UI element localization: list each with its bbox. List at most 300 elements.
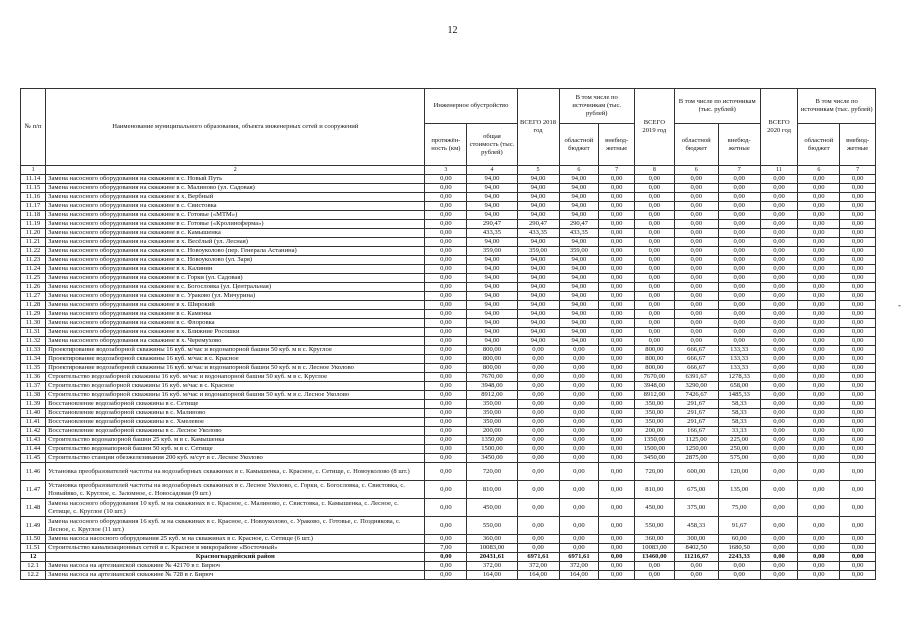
region-row [21, 553, 876, 562]
value-cell: 94,00 [467, 319, 517, 328]
value-cell: 0,00 [798, 517, 840, 535]
row-number: 11.51 [21, 544, 46, 553]
value-cell: 0,00 [674, 328, 718, 337]
value-cell: 0,00 [798, 346, 840, 355]
value-cell: 0,00 [674, 562, 718, 571]
value-cell: 94,00 [559, 256, 599, 265]
value-cell: 675,00 [674, 481, 718, 499]
object-name: Строительство водозаборной скважины 16 куб. м/час и водонапорной башни 50 куб. м в с. Круглое [46, 373, 425, 382]
object-name: Замена насоса на артезианской скважине № 728 в г. Бирюч [46, 571, 425, 580]
header-total-2019: ВСЕГО 2019 год [634, 89, 674, 166]
value-cell: 1500,00 [467, 445, 517, 454]
value-cell: 133,33 [718, 364, 760, 373]
value-cell: 0,00 [674, 256, 718, 265]
value-cell: 0,00 [840, 292, 876, 301]
value-cell: 0,00 [798, 373, 840, 382]
header-num: № п/п [21, 89, 46, 166]
value-cell: 350,00 [634, 409, 674, 418]
table-row [21, 517, 876, 535]
value-cell: 0,00 [425, 175, 467, 184]
value-cell: 0,00 [840, 427, 876, 436]
value-cell: 6971,61 [559, 553, 599, 562]
value-cell: 666,67 [674, 364, 718, 373]
value-cell: 290,47 [559, 220, 599, 229]
value-cell: 0,00 [840, 346, 876, 355]
value-cell: 0,00 [760, 391, 798, 400]
value-cell: 8912,00 [634, 391, 674, 400]
value-cell: 372,00 [517, 562, 559, 571]
value-cell: 360,00 [467, 535, 517, 544]
value-cell: 0,00 [517, 400, 559, 409]
value-cell: 0,00 [760, 337, 798, 346]
value-cell: 300,00 [674, 535, 718, 544]
value-cell: 94,00 [467, 301, 517, 310]
value-cell: 94,00 [467, 175, 517, 184]
value-cell: 0,00 [798, 544, 840, 553]
value-cell: 359,00 [467, 247, 517, 256]
value-cell: 372,00 [559, 562, 599, 571]
row-number: 11.43 [21, 436, 46, 445]
value-cell: 433,35 [517, 229, 559, 238]
value-cell: 0,00 [840, 571, 876, 580]
value-cell: 0,00 [599, 454, 635, 463]
value-cell: 2875,00 [674, 454, 718, 463]
value-cell: 0,00 [840, 256, 876, 265]
value-cell: 0,00 [798, 553, 840, 562]
value-cell: 0,00 [760, 256, 798, 265]
value-cell: 0,00 [718, 337, 760, 346]
value-cell: 0,00 [559, 544, 599, 553]
value-cell: 0,00 [798, 184, 840, 193]
row-number: 11.20 [21, 229, 46, 238]
table-row [21, 292, 876, 301]
row-number: 11.33 [21, 346, 46, 355]
value-cell: 575,00 [718, 454, 760, 463]
value-cell: 94,00 [517, 292, 559, 301]
value-cell: 0,00 [599, 202, 635, 211]
value-cell: 0,00 [425, 517, 467, 535]
value-cell: 0,00 [840, 337, 876, 346]
value-cell: 350,00 [634, 418, 674, 427]
value-cell: 94,00 [467, 256, 517, 265]
value-cell: 0,00 [674, 229, 718, 238]
object-name: Замена насосного оборудования на скважине в с. Готовье («Кролиноферма») [46, 220, 425, 229]
value-cell: 0,00 [760, 328, 798, 337]
value-cell: 291,67 [674, 409, 718, 418]
value-cell: 0,00 [599, 463, 635, 481]
value-cell: 1250,00 [674, 445, 718, 454]
value-cell: 0,00 [760, 562, 798, 571]
header-engineering: Инженерное обустройство [425, 89, 517, 124]
value-cell: 0,00 [517, 373, 559, 382]
value-cell: 0,00 [718, 220, 760, 229]
value-cell: 0,00 [599, 418, 635, 427]
value-cell: 0,00 [798, 301, 840, 310]
value-cell: 0,00 [798, 283, 840, 292]
object-name: Строительство станции обезжелезивания 200 куб. м/сут в с. Лесное Уколово [46, 454, 425, 463]
value-cell: 0,00 [840, 400, 876, 409]
value-cell: 0,00 [634, 184, 674, 193]
column-number: 8 [634, 166, 674, 175]
value-cell: 0,00 [840, 175, 876, 184]
table-row [21, 571, 876, 580]
value-cell: 133,33 [718, 346, 760, 355]
value-cell: 0,00 [425, 220, 467, 229]
row-number: 11.22 [21, 247, 46, 256]
value-cell: 0,00 [517, 454, 559, 463]
value-cell: 0,00 [559, 373, 599, 382]
value-cell: 0,00 [674, 247, 718, 256]
value-cell: 0,00 [840, 382, 876, 391]
object-name: Замена насосного оборудования на скважине в с. Флоровка [46, 319, 425, 328]
value-cell: 291,67 [674, 400, 718, 409]
value-cell: 0,00 [425, 211, 467, 220]
value-cell: 58,33 [718, 400, 760, 409]
value-cell: 0,00 [798, 247, 840, 256]
row-number: 11.36 [21, 373, 46, 382]
column-number: 4 [467, 166, 517, 175]
row-number: 11.14 [21, 175, 46, 184]
value-cell: 94,00 [467, 283, 517, 292]
value-cell: 0,00 [559, 400, 599, 409]
value-cell: 0,00 [634, 337, 674, 346]
value-cell: 0,00 [599, 499, 635, 517]
value-cell: 0,00 [517, 535, 559, 544]
object-name: Замена насосного оборудования на скважине в с. Каменка [46, 310, 425, 319]
value-cell: 0,00 [798, 319, 840, 328]
value-cell: 0,00 [634, 319, 674, 328]
value-cell: 133,33 [718, 355, 760, 364]
value-cell: 94,00 [559, 328, 599, 337]
value-cell: 0,00 [599, 301, 635, 310]
value-cell: 0,00 [840, 355, 876, 364]
value-cell: 1278,33 [718, 373, 760, 382]
value-cell: 0,00 [760, 427, 798, 436]
object-name: Строительство водонапорной башни 50 куб. м в с. Сетище [46, 445, 425, 454]
value-cell: 0,00 [425, 553, 467, 562]
value-cell: 0,00 [798, 193, 840, 202]
object-name: Замена насосного оборудования 10 куб. м на скважинах в с. Красное, с. Малиново, с. Свистовка, с. Камышенка, с. Лесное, с. Сетище, с. Круглое (10 шт.) [46, 499, 425, 517]
object-name: Замена насосного оборудования на скважине в с. Новоуколово (ул. Заря) [46, 256, 425, 265]
header-sources-2019: В том числе по источникам (тыс. рублей) [674, 89, 760, 124]
value-cell: 658,00 [718, 382, 760, 391]
value-cell: 20431,61 [467, 553, 517, 562]
table-row [21, 265, 876, 274]
value-cell: 94,00 [559, 337, 599, 346]
value-cell: 94,00 [517, 337, 559, 346]
row-number: 11.39 [21, 400, 46, 409]
object-name: Строительство водозаборной скважины 16 куб. м/час в с. Красное [46, 382, 425, 391]
row-number: 11.50 [21, 535, 46, 544]
page-number: 12 [447, 25, 458, 36]
column-number-row [21, 166, 876, 175]
value-cell: 0,00 [674, 211, 718, 220]
value-cell: 0,00 [634, 256, 674, 265]
value-cell: 94,00 [559, 283, 599, 292]
value-cell: 0,00 [599, 427, 635, 436]
value-cell: 350,00 [467, 409, 517, 418]
table-row [21, 346, 876, 355]
value-cell: 0,00 [517, 517, 559, 535]
table-header [21, 89, 876, 175]
value-cell: 0,00 [599, 544, 635, 553]
header-regional-2019: областной бюджет [674, 124, 718, 166]
value-cell: 0,00 [718, 202, 760, 211]
value-cell: 0,00 [718, 292, 760, 301]
value-cell: 1680,50 [718, 544, 760, 553]
value-cell: 0,00 [798, 355, 840, 364]
value-cell: 0,00 [599, 274, 635, 283]
value-cell: 0,00 [798, 481, 840, 499]
value-cell: 0,00 [798, 310, 840, 319]
value-cell: 0,00 [634, 283, 674, 292]
value-cell: 0,00 [634, 247, 674, 256]
value-cell: 58,33 [718, 418, 760, 427]
row-number: 11.38 [21, 391, 46, 400]
value-cell: 800,00 [467, 346, 517, 355]
object-name: Замена насосного оборудования на скважине в с. Ураково (ул. Мичурина) [46, 292, 425, 301]
value-cell: 0,00 [599, 229, 635, 238]
value-cell: 0,00 [599, 364, 635, 373]
value-cell: 0,00 [634, 292, 674, 301]
value-cell: 550,00 [467, 517, 517, 535]
value-cell: 94,00 [559, 175, 599, 184]
value-cell: 0,00 [760, 445, 798, 454]
value-cell: 0,00 [760, 265, 798, 274]
table-row [21, 373, 876, 382]
table-row [21, 229, 876, 238]
value-cell: 0,00 [718, 265, 760, 274]
value-cell: 0,00 [634, 310, 674, 319]
value-cell: 0,00 [559, 499, 599, 517]
value-cell: 13460,00 [634, 553, 674, 562]
value-cell: 94,00 [559, 301, 599, 310]
value-cell: 800,00 [634, 346, 674, 355]
value-cell: 0,00 [840, 229, 876, 238]
value-cell: 0,00 [599, 517, 635, 535]
value-cell: 0,00 [425, 265, 467, 274]
value-cell: 0,00 [559, 409, 599, 418]
object-name: Замена насосного оборудования на скважине в с. Богословка (ул. Центральная) [46, 283, 425, 292]
value-cell: 666,67 [674, 346, 718, 355]
row-number: 11.17 [21, 202, 46, 211]
value-cell: 0,00 [425, 319, 467, 328]
row-number: 11.27 [21, 292, 46, 301]
value-cell: 450,00 [467, 499, 517, 517]
value-cell: 0,00 [559, 463, 599, 481]
value-cell: 164,00 [467, 571, 517, 580]
value-cell: 0,00 [760, 553, 798, 562]
value-cell: 94,00 [467, 202, 517, 211]
value-cell: 0,00 [798, 427, 840, 436]
row-number: 11.44 [21, 445, 46, 454]
value-cell: 1485,33 [718, 391, 760, 400]
object-name: Установка преобразователей частоты на водозаборных скважинах в с. Камышенка, с. Красное, с. Сетище, с. Новоуколово (8 шт.) [46, 463, 425, 481]
value-cell: 0,00 [798, 400, 840, 409]
object-name: Проектирование водозаборной скважины 16 куб. м/час в с. Красное [46, 355, 425, 364]
value-cell: 372,00 [467, 562, 517, 571]
value-cell: 0,00 [599, 436, 635, 445]
table-row [21, 445, 876, 454]
value-cell: 0,00 [425, 571, 467, 580]
value-cell: 0,00 [599, 337, 635, 346]
value-cell: 0,00 [840, 211, 876, 220]
value-cell: 810,00 [634, 481, 674, 499]
value-cell: 0,00 [517, 391, 559, 400]
value-cell: 0,00 [798, 175, 840, 184]
value-cell: 0,00 [718, 571, 760, 580]
value-cell: 94,00 [467, 274, 517, 283]
row-number: 11.49 [21, 517, 46, 535]
object-name: Замена насосного оборудования на скважине в с. Свистовка [46, 202, 425, 211]
row-number: 12 [21, 553, 46, 562]
value-cell: 0,00 [760, 382, 798, 391]
header-offbudget-2019: внебюд-жетные [718, 124, 760, 166]
value-cell: 0,00 [517, 409, 559, 418]
value-cell: 0,00 [425, 562, 467, 571]
table-row [21, 463, 876, 481]
table-row [21, 400, 876, 409]
value-cell: 0,00 [760, 211, 798, 220]
value-cell: 0,00 [517, 364, 559, 373]
value-cell: 0,00 [840, 553, 876, 562]
header-regional-2018: областной бюджет [559, 124, 599, 166]
value-cell: 0,00 [425, 373, 467, 382]
value-cell: 0,00 [599, 382, 635, 391]
value-cell: 0,00 [798, 202, 840, 211]
value-cell: 1500,00 [634, 445, 674, 454]
object-name: Замена насосного оборудования на скважине в х. Широкий [46, 301, 425, 310]
value-cell: 164,00 [517, 571, 559, 580]
row-number: 12.1 [21, 562, 46, 571]
value-cell: 0,00 [559, 535, 599, 544]
column-number: 6 [674, 166, 718, 175]
table-row [21, 382, 876, 391]
row-number: 11.46 [21, 463, 46, 481]
table-row [21, 364, 876, 373]
value-cell: 0,00 [599, 211, 635, 220]
value-cell: 94,00 [517, 238, 559, 247]
table-row [21, 535, 876, 544]
header-sources-2018: В том числе по источникам (тыс. рублей) [559, 89, 634, 124]
value-cell: 0,00 [674, 301, 718, 310]
value-cell: 0,00 [760, 229, 798, 238]
value-cell: 0,00 [559, 382, 599, 391]
value-cell: 0,00 [840, 202, 876, 211]
value-cell: 0,00 [517, 418, 559, 427]
value-cell: 0,00 [559, 364, 599, 373]
table-row [21, 211, 876, 220]
value-cell: 0,00 [760, 517, 798, 535]
value-cell: 433,35 [559, 229, 599, 238]
value-cell: 800,00 [634, 355, 674, 364]
table-row [21, 418, 876, 427]
table-row [21, 427, 876, 436]
value-cell: 3450,00 [634, 454, 674, 463]
value-cell: 0,00 [760, 544, 798, 553]
value-cell: 94,00 [517, 175, 559, 184]
value-cell: 0,00 [840, 364, 876, 373]
table-row [21, 247, 876, 256]
row-number: 11.42 [21, 427, 46, 436]
value-cell: 11216,67 [674, 553, 718, 562]
table-row [21, 274, 876, 283]
value-cell: 225,00 [718, 436, 760, 445]
value-cell: 0,00 [718, 238, 760, 247]
row-number: 11.26 [21, 283, 46, 292]
value-cell: 290,47 [467, 220, 517, 229]
value-cell: 290,47 [517, 220, 559, 229]
value-cell: 458,33 [674, 517, 718, 535]
object-name: Замена насосного оборудования на скважине в с. Готовье («МТМ») [46, 211, 425, 220]
value-cell: 0,00 [840, 562, 876, 571]
value-cell: 3450,00 [467, 454, 517, 463]
value-cell: 0,00 [798, 391, 840, 400]
value-cell: 0,00 [425, 535, 467, 544]
header-offbudget-2020: внебюд-жетные [840, 124, 876, 166]
value-cell: 0,00 [517, 463, 559, 481]
value-cell: 94,00 [467, 184, 517, 193]
value-cell: 0,00 [840, 535, 876, 544]
value-cell: 0,00 [798, 364, 840, 373]
value-cell: 0,00 [760, 499, 798, 517]
value-cell: 60,00 [718, 535, 760, 544]
value-cell: 0,00 [760, 202, 798, 211]
value-cell: 94,00 [517, 283, 559, 292]
object-name: Восстановление водозаборной скважины в с. Хмелевое [46, 418, 425, 427]
value-cell: 0,00 [760, 346, 798, 355]
value-cell: 94,00 [517, 310, 559, 319]
object-name: Замена насосного оборудования на скважине в х. Весёлый (ул. Лесная) [46, 238, 425, 247]
value-cell: 720,00 [634, 463, 674, 481]
value-cell: 94,00 [517, 202, 559, 211]
value-cell: 0,00 [425, 346, 467, 355]
value-cell: 0,00 [798, 211, 840, 220]
value-cell: 3290,00 [674, 382, 718, 391]
value-cell: 0,00 [425, 364, 467, 373]
value-cell: 0,00 [425, 184, 467, 193]
value-cell: 0,00 [718, 184, 760, 193]
value-cell: 0,00 [559, 517, 599, 535]
value-cell: 0,00 [718, 301, 760, 310]
value-cell: 450,00 [634, 499, 674, 517]
object-name: Восстановление водозаборной скважины в с. Сетище [46, 400, 425, 409]
value-cell: 0,00 [798, 220, 840, 229]
table-row [21, 193, 876, 202]
object-name: Строительство водозаборной скважины 16 куб. м/час и водонапорной башни 50 куб. м в с. Лесное Уколово [46, 391, 425, 400]
value-cell: 0,00 [425, 454, 467, 463]
table-row [21, 283, 876, 292]
value-cell: 0,00 [718, 310, 760, 319]
value-cell: 94,00 [517, 184, 559, 193]
value-cell: 0,00 [425, 382, 467, 391]
value-cell: 0,00 [718, 175, 760, 184]
value-cell: 0,00 [634, 211, 674, 220]
value-cell: 0,00 [798, 562, 840, 571]
program-table [20, 88, 876, 580]
row-number: 11.21 [21, 238, 46, 247]
value-cell: 1125,00 [674, 436, 718, 445]
value-cell: 2243,33 [718, 553, 760, 562]
value-cell: 0,00 [599, 481, 635, 499]
value-cell: 94,00 [517, 319, 559, 328]
value-cell: 0,00 [760, 184, 798, 193]
column-number: 11 [760, 166, 798, 175]
value-cell: 0,00 [840, 436, 876, 445]
value-cell: 0,00 [798, 463, 840, 481]
value-cell: 0,00 [634, 274, 674, 283]
header-sources-2020: В том числе по источникам (тыс. рублей) [798, 89, 876, 124]
